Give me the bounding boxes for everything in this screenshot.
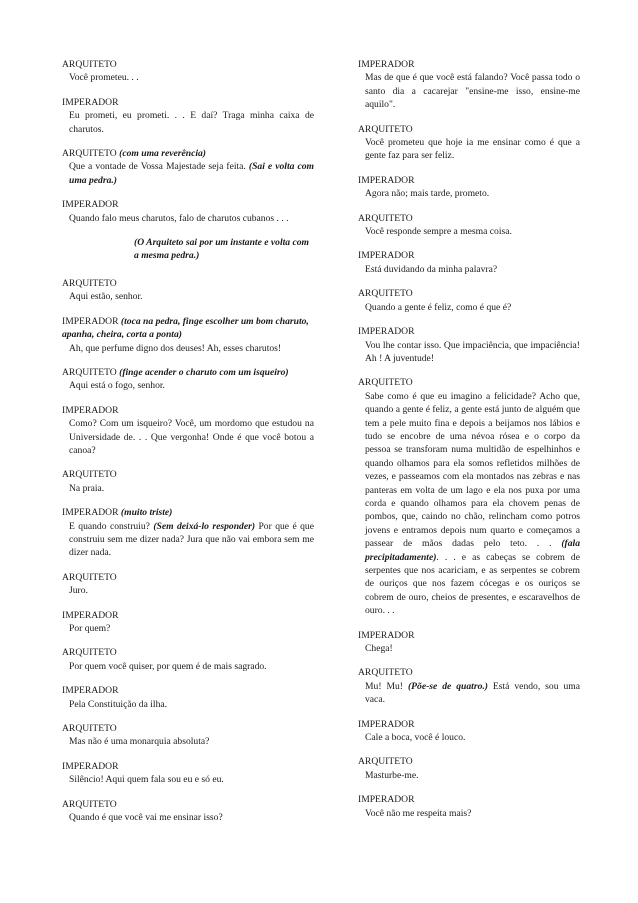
speaker-line bbox=[62, 58, 314, 71]
speaker-name: IMPERADOR bbox=[62, 609, 119, 621]
speaker-name: ARQUITETO bbox=[62, 571, 117, 583]
dialogue-line bbox=[62, 482, 314, 495]
dialogue-block bbox=[62, 404, 314, 458]
dialogue-line bbox=[358, 301, 580, 314]
dialogue-text: Mas não é uma monarquia absoluta? bbox=[69, 736, 210, 748]
speaker-name: IMPERADOR bbox=[62, 760, 119, 772]
dialogue-line bbox=[62, 520, 314, 560]
dialogue-text: Chega! bbox=[365, 643, 393, 655]
speaker-name: IMPERADOR bbox=[62, 199, 119, 211]
speaker-line bbox=[62, 684, 314, 697]
speaker-line bbox=[358, 666, 580, 679]
dialogue-text: Você responde sempre a mesma coisa. bbox=[365, 226, 512, 238]
dialogue-block bbox=[358, 287, 580, 314]
speaker-name: IMPERADOR bbox=[358, 174, 415, 186]
speaker-name: IMPERADOR bbox=[358, 718, 415, 730]
speaker-name: IMPERADOR bbox=[358, 629, 415, 641]
dialogue-line bbox=[62, 622, 314, 635]
speaker-line bbox=[358, 376, 580, 389]
dialogue-line bbox=[358, 769, 580, 782]
dialogue-block bbox=[358, 629, 580, 656]
speaker-line bbox=[62, 147, 314, 160]
speaker-line bbox=[62, 646, 314, 659]
dialogue-line bbox=[358, 136, 580, 163]
dialogue-line bbox=[62, 342, 314, 355]
dialogue-line bbox=[62, 698, 314, 711]
dialogue-block bbox=[358, 718, 580, 745]
dialogue-block bbox=[358, 755, 580, 782]
dialogue-block bbox=[358, 666, 580, 706]
speaker-name: ARQUITETO bbox=[62, 59, 117, 70]
dialogue-block bbox=[62, 147, 314, 187]
dialogue-block bbox=[62, 722, 314, 749]
dialogue-text-continued: Está vendo, sou uma vaca. bbox=[365, 680, 580, 706]
dialogue-line bbox=[358, 225, 580, 238]
speaker-line bbox=[358, 123, 580, 136]
left-column bbox=[62, 58, 314, 835]
speaker-name: IMPERADOR bbox=[358, 250, 415, 262]
dialogue-line bbox=[62, 212, 314, 225]
dialogue-text: Você prometeu. . . bbox=[69, 72, 139, 84]
speaker-line bbox=[62, 571, 314, 584]
dialogue-text: Eu prometi, eu prometi. . . E daí? Traga minha caixa de charutos. bbox=[69, 110, 314, 135]
dialogue-line bbox=[62, 109, 314, 136]
dialogue-text: E quando construiu? bbox=[69, 520, 154, 532]
dialogue-text: Aqui estão, senhor. bbox=[69, 291, 143, 303]
speaker-line bbox=[62, 760, 314, 773]
dialogue-line bbox=[62, 584, 314, 597]
speaker-line bbox=[62, 315, 314, 342]
dialogue-text: Por quem você quiser, por quem é de mais sagrado. bbox=[69, 660, 267, 672]
dialogue-text: Aqui está o fogo, senhor. bbox=[69, 380, 165, 392]
dialogue-line bbox=[62, 417, 314, 457]
dialogue-text: Está duvidando da minha palavra? bbox=[365, 263, 498, 275]
dialogue-line bbox=[358, 390, 580, 618]
speaker-line bbox=[62, 722, 314, 735]
speaker-direction: (finge acender o charuto com um isqueiro) bbox=[119, 366, 289, 378]
inline-direction: (fala precipitadamente) bbox=[365, 538, 580, 563]
speaker-direction: (toca na pedra, finge escolher um bom charuto, apanha, cheira, corta a ponta) bbox=[62, 315, 309, 341]
speaker-name: ARQUITETO bbox=[358, 377, 413, 389]
dialogue-block bbox=[358, 793, 580, 820]
speaker-name: IMPERADOR bbox=[62, 404, 119, 416]
dialogue-block bbox=[358, 174, 580, 201]
dialogue-text: Você não me respeita mais? bbox=[365, 807, 472, 819]
speaker-name: ARQUITETO bbox=[358, 212, 413, 224]
dialogue-line bbox=[62, 290, 314, 303]
speaker-line bbox=[62, 404, 314, 417]
speaker-name: ARQUITETO bbox=[358, 667, 413, 679]
speaker-name: ARQUITETO bbox=[62, 366, 117, 378]
speaker-name: IMPERADOR bbox=[358, 326, 415, 338]
dialogue-block bbox=[62, 468, 314, 495]
speaker-name: ARQUITETO bbox=[62, 647, 117, 659]
dialogue-block bbox=[62, 506, 314, 560]
dialogue-text: Masturbe-me. bbox=[365, 769, 419, 781]
right-column bbox=[358, 58, 580, 831]
speaker-name: IMPERADOR bbox=[62, 685, 119, 697]
dialogue-line bbox=[358, 680, 580, 707]
speaker-name: ARQUITETO bbox=[358, 123, 413, 135]
dialogue-block bbox=[358, 123, 580, 163]
dialogue-text: Agora não; mais tarde, prometo. bbox=[365, 188, 490, 200]
inline-direction: (Põe-se de quatro.) bbox=[407, 680, 488, 692]
dialogue-line bbox=[358, 71, 580, 111]
dialogue-line bbox=[62, 379, 314, 392]
speaker-name: ARQUITETO bbox=[62, 723, 117, 735]
dialogue-block bbox=[358, 325, 580, 365]
speaker-name: ARQUITETO bbox=[358, 288, 413, 300]
speaker-name: ARQUITETO bbox=[62, 798, 117, 810]
dialogue-line bbox=[358, 642, 580, 655]
speaker-name: ARQUITETO bbox=[62, 277, 117, 289]
dialogue-line bbox=[358, 731, 580, 744]
dialogue-text: Ah, que perfume digno dos deuses! Ah, esses charutos! bbox=[69, 342, 282, 354]
speaker-line bbox=[358, 249, 580, 262]
speaker-line bbox=[62, 609, 314, 622]
inline-direction: (Sem deixá-lo responder) bbox=[153, 520, 256, 532]
speaker-line bbox=[62, 798, 314, 811]
speaker-line bbox=[62, 468, 314, 481]
dialogue-text: Vou lhe contar isso. Que impaciência, que impaciência! Ah ! A juventude! bbox=[365, 339, 580, 364]
speaker-line bbox=[358, 58, 580, 71]
dialogue-text: Mu! Mu! bbox=[365, 680, 408, 692]
speaker-line bbox=[358, 718, 580, 731]
speaker-name: ARQUITETO bbox=[358, 756, 413, 768]
dialogue-line bbox=[358, 263, 580, 276]
dialogue-block bbox=[62, 315, 314, 355]
dialogue-line bbox=[358, 187, 580, 200]
dialogue-text: Silêncio! Aqui quem fala sou eu e só eu. bbox=[69, 774, 224, 786]
dialogue-text: Pela Constituição da ilha. bbox=[69, 698, 168, 710]
dialogue-line bbox=[358, 339, 580, 366]
dialogue-block bbox=[62, 58, 314, 85]
speaker-line bbox=[62, 198, 314, 211]
speaker-line bbox=[62, 366, 314, 379]
dialogue-text: Você prometeu que hoje ia me ensinar como é que a gente faz para ser feliz. bbox=[365, 137, 580, 162]
dialogue-line bbox=[62, 160, 314, 187]
speaker-direction: (muito triste) bbox=[120, 507, 173, 519]
dialogue-text-continued: Por que é que construiu sem me dizer nada? Jura que não vai embora sem me dizer nada. bbox=[69, 520, 314, 559]
dialogue-text-continued: . . . e as cabeças se cobrem de serpentes que nos acariciam, e as serpentes se cobrem de ouriços que nos fazem cócegas e os ouriços se cobrem de ouro, cheios de presentes, e escaravelhos de ouro. . . bbox=[365, 551, 580, 617]
dialogue-text: Mas de que é que você está falando? Você passa todo o santo dia a cacarejar "ensine-me isso, ensine-me aquilo". bbox=[365, 72, 580, 111]
dialogue-line bbox=[62, 735, 314, 748]
dialogue-block bbox=[62, 571, 314, 598]
speaker-line bbox=[358, 793, 580, 806]
speaker-name: IMPERADOR bbox=[358, 794, 415, 806]
speaker-name: IMPERADOR bbox=[62, 96, 119, 108]
dialogue-block bbox=[62, 684, 314, 711]
speaker-line bbox=[358, 212, 580, 225]
dialogue-text: Na praia. bbox=[69, 482, 105, 494]
dialogue-block bbox=[358, 376, 580, 617]
speaker-name: ARQUITETO bbox=[62, 148, 117, 160]
dialogue-line bbox=[62, 773, 314, 786]
dialogue-line bbox=[62, 660, 314, 673]
speaker-line bbox=[358, 755, 580, 768]
dialogue-block bbox=[62, 609, 314, 636]
speaker-name: IMPERADOR bbox=[62, 315, 119, 327]
speaker-line bbox=[358, 174, 580, 187]
speaker-name: IMPERADOR bbox=[358, 59, 415, 70]
dialogue-block bbox=[62, 366, 314, 393]
inline-direction: (Sai e volta com uma pedra.) bbox=[69, 161, 314, 186]
speaker-line bbox=[358, 287, 580, 300]
speaker-name: ARQUITETO bbox=[62, 469, 117, 481]
dialogue-text: Quando é que você vai me ensinar isso? bbox=[69, 812, 223, 824]
dialogue-text: Juro. bbox=[69, 585, 88, 597]
dialogue-text: Cale a boca, você é louco. bbox=[365, 732, 466, 744]
dialogue-line bbox=[62, 71, 314, 84]
dialogue-line bbox=[358, 807, 580, 820]
speaker-name: IMPERADOR bbox=[62, 507, 119, 519]
dialogue-text: Quando a gente é feliz, como é que é? bbox=[365, 301, 512, 313]
speaker-line bbox=[358, 629, 580, 642]
dialogue-block bbox=[62, 760, 314, 787]
dialogue-text: Quando falo meus charutos, falo de charutos cubanos . . . bbox=[69, 212, 289, 224]
dialogue-text: Sabe como é que eu imagino a felicidade? Acho que, quando a gente é feliz, a gente está junto de alguém que tem a pele muito fina e depois a beijamos nos lábios e tudo se encobre de uma névoa rósea e o corpo da pessoa se transforam numa multidão de espelhinhos e quando olhamos para ela somos refletidos milhões de vezes, e passeamos com ela montados nas zebras e nas panteras em volta de um lago e ela nos puxa por uma corda e quando olhamos para ela chovem penas de pombos, que, caindo no chão, relincham como potros jovens e entramos depois num quarto e começamos a passear de mãos dadas pelo teto. . . bbox=[365, 390, 580, 550]
dialogue-block bbox=[358, 212, 580, 239]
speaker-direction: (com uma reverência) bbox=[119, 148, 206, 160]
dialogue-block bbox=[62, 198, 314, 225]
dialogue-text: Por quem? bbox=[69, 623, 111, 634]
dialogue-text: Como? Com um isqueiro? Você, um mordomo que estudou na Universidade de. . . Que vergonha! Onde é que você botou a canoa? bbox=[69, 418, 314, 456]
speaker-line bbox=[62, 277, 314, 290]
speaker-line bbox=[62, 506, 314, 519]
dialogue-block bbox=[62, 798, 314, 825]
stage-direction: (O Arquiteto sai por um instante e volta com a mesma pedra.) bbox=[134, 237, 310, 262]
speaker-line bbox=[62, 96, 314, 109]
dialogue-block bbox=[62, 96, 314, 136]
dialogue-block bbox=[62, 277, 314, 304]
speaker-line bbox=[358, 325, 580, 338]
dialogue-block bbox=[358, 249, 580, 276]
dialogue-block bbox=[358, 58, 580, 112]
dialogue-block bbox=[62, 646, 314, 673]
dialogue-line bbox=[62, 811, 314, 824]
dialogue-text: Que a vontade de Vossa Majestade seja feita. bbox=[69, 161, 249, 173]
